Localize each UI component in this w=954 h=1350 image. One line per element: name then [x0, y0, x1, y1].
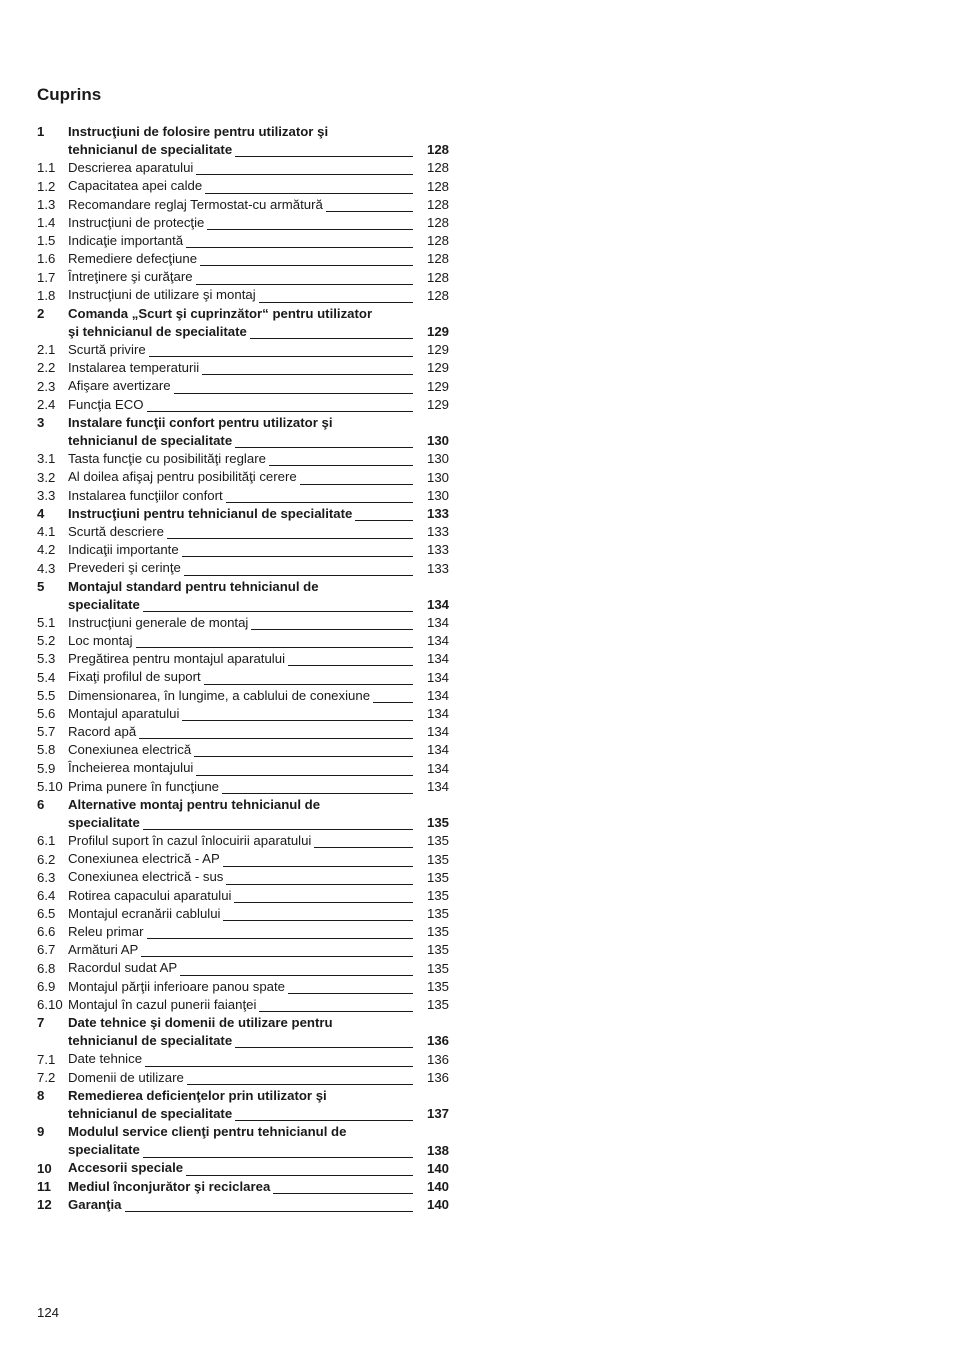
- toc-entry-number: 3: [37, 415, 45, 430]
- toc-entry-number: 3.3: [37, 487, 56, 503]
- toc-entry-number: 8: [37, 1087, 45, 1103]
- toc-entry-title: Conexiunea electrică: [68, 742, 192, 758]
- leader-line: [259, 1011, 413, 1012]
- toc-page-number: 135: [426, 924, 449, 940]
- leader-line: [145, 1066, 413, 1067]
- toc-entry-number: 6: [37, 796, 45, 812]
- toc-page-number: 134: [426, 687, 449, 703]
- toc-entry-number: 4.1: [37, 524, 56, 540]
- toc-section-row: [37, 378, 449, 396]
- leader-line: [141, 956, 413, 957]
- toc-entry-number: 6.3: [37, 869, 56, 885]
- toc-page-number: 128: [426, 160, 449, 176]
- toc-entry-title: Capacitatea apei calde: [68, 178, 203, 194]
- toc-section-row: [37, 905, 449, 923]
- toc-section-row: [37, 159, 449, 177]
- toc-chapter-row: [37, 1178, 449, 1196]
- toc-section-row: [37, 705, 449, 723]
- toc-entry-title: Scurtă descriere: [68, 523, 165, 539]
- toc-section-row: [37, 1051, 449, 1069]
- toc-entry-number: 6.8: [37, 960, 56, 976]
- toc-entry-number: 2: [37, 305, 45, 321]
- leader-line: [226, 884, 413, 885]
- toc-section-row: [37, 887, 449, 905]
- toc-entry-title: Indicaţie importantă: [68, 232, 184, 248]
- toc-chapter-row: [37, 123, 449, 141]
- toc-entry-number: 3.1: [37, 451, 56, 467]
- toc-section-row: [37, 978, 449, 996]
- toc-entry-number: 6.9: [37, 978, 56, 994]
- toc-page-number: 134: [426, 778, 449, 794]
- toc-entry-number: 10: [37, 1160, 52, 1176]
- toc-entry-number: 2.2: [37, 360, 56, 376]
- toc-page-number: 134: [426, 615, 449, 631]
- leader-line: [174, 393, 413, 394]
- toc-entry-title: Tasta funcţie cu posibilităţi reglare: [68, 451, 266, 467]
- leader-line: [186, 1175, 413, 1176]
- toc-entry-title: Profilul suport în cazul înlocuirii aparatului: [68, 833, 312, 849]
- toc-page-number: 134: [426, 760, 449, 776]
- toc-section-row: [37, 214, 449, 232]
- toc-section-row: [37, 741, 449, 759]
- toc-section-row: [37, 723, 449, 741]
- toc-entry-title: şi tehnicianul de specialitate: [68, 323, 247, 339]
- toc-section-row: [37, 269, 449, 287]
- leader-line: [196, 775, 413, 776]
- leader-line: [205, 193, 413, 194]
- toc-entry-title: Prevederi şi cerinţe: [68, 560, 181, 576]
- toc-chapter-row: [37, 1087, 449, 1105]
- toc-entry-title: Prima punere în funcţiune: [68, 778, 220, 794]
- toc-page-number: 134: [426, 706, 449, 721]
- toc-entry-number: 1.6: [37, 251, 56, 267]
- page-number: 124: [37, 1305, 60, 1320]
- leader-line: [326, 211, 413, 212]
- toc-chapter-row: [37, 1123, 449, 1141]
- toc-section-row: [37, 669, 449, 687]
- toc-entry-title: Alternative montaj pentru tehnicianul de: [68, 796, 321, 812]
- toc-entry-number: 5.10: [37, 778, 63, 794]
- toc-section-row: [37, 196, 449, 214]
- toc-section-row: [37, 396, 449, 414]
- toc-entry-title: Accesorii speciale: [68, 1160, 184, 1176]
- leader-line: [202, 374, 413, 375]
- toc-entry-title: Racord apă: [68, 723, 137, 739]
- toc-page-number: 135: [426, 851, 449, 867]
- leader-line: [250, 338, 413, 339]
- toc-entry-title: specialitate: [68, 1142, 140, 1158]
- toc-entry-title: Instalare funcţii confort pentru utilizator şi: [68, 415, 333, 430]
- toc-page-number: 130: [426, 487, 449, 503]
- toc-entry-title: tehnicianul de specialitate: [68, 1105, 233, 1121]
- toc-entry-title: Instalarea funcţiilor confort: [68, 487, 223, 503]
- toc-entry-title: Descrierea aparatului: [68, 160, 194, 176]
- toc-chapter-row: [37, 432, 449, 450]
- toc-page-number: 130: [426, 451, 449, 467]
- toc-section-row: [37, 232, 449, 250]
- toc-chapter-row: [37, 1014, 449, 1032]
- toc-entry-number: 9: [37, 1124, 45, 1140]
- leader-line: [269, 465, 413, 466]
- leader-line: [125, 1211, 413, 1212]
- toc-chapter-row: [37, 323, 449, 341]
- toc-section-row: [37, 650, 449, 668]
- leader-line: [204, 684, 413, 685]
- toc-page-number: 135: [426, 887, 449, 903]
- toc-entry-title: Indicaţii importante: [68, 542, 179, 558]
- toc-page-number: 128: [426, 233, 449, 249]
- toc-entry-number: 2.3: [37, 378, 56, 394]
- toc-entry-title: Remediere defecţiune: [68, 251, 198, 267]
- toc-entry-title: Pregătirea pentru montajul aparatului: [68, 651, 285, 667]
- toc-entry-number: 5.7: [37, 724, 56, 740]
- toc-entry-number: 1.5: [37, 233, 56, 249]
- toc-entry-number: 5.4: [37, 669, 56, 685]
- toc-entry-number: 4: [37, 505, 45, 521]
- toc-page-number: 136: [426, 1069, 449, 1085]
- toc-page-number: 133: [426, 505, 449, 521]
- toc-page-number: 134: [426, 742, 449, 758]
- leader-line: [182, 720, 413, 721]
- toc-entry-number: 5.9: [37, 760, 56, 776]
- toc-entry-title: specialitate: [68, 596, 140, 612]
- toc-page-number: 128: [426, 214, 449, 230]
- toc-entry-title: Rotirea capacului aparatului: [68, 887, 232, 903]
- toc-page-number: 128: [426, 269, 449, 285]
- toc-entry-title: Date tehnice: [68, 1051, 143, 1067]
- toc-page-number: 129: [426, 378, 449, 394]
- toc-chapter-row: [37, 1105, 449, 1123]
- toc-chapter-row: [37, 814, 449, 832]
- toc-page-number: 129: [426, 342, 449, 358]
- leader-line: [200, 265, 413, 266]
- toc-page-number: 140: [426, 1160, 449, 1176]
- toc-page-number: 135: [426, 906, 449, 922]
- toc-entry-title: Instrucţiuni de protecţie: [68, 214, 205, 230]
- leader-line: [234, 902, 413, 903]
- toc-entry-number: 12: [37, 1197, 52, 1213]
- toc-entry-number: 6.1: [37, 833, 56, 849]
- leader-line: [223, 920, 413, 921]
- toc-page-number: 128: [426, 142, 449, 158]
- leader-line: [167, 538, 413, 539]
- toc-section-row: [37, 178, 449, 196]
- toc-entry-title: Montajul părţii inferioare panou spate: [68, 978, 285, 994]
- toc-page-number: 129: [426, 324, 449, 340]
- leader-line: [235, 156, 413, 157]
- toc-entry-number: 1.2: [37, 178, 56, 194]
- leader-line: [288, 993, 413, 994]
- toc-page-number: 135: [426, 833, 449, 849]
- toc-page-number: 135: [426, 978, 449, 994]
- toc-entry-title: Fixaţi profilul de suport: [68, 669, 201, 685]
- toc-entry-number: 5: [37, 578, 45, 594]
- toc-page-number: 134: [426, 596, 449, 612]
- toc-entry-number: 5.5: [37, 687, 56, 703]
- page-title: Cuprins: [37, 85, 102, 104]
- toc-entry-title: Comanda „Scurt şi cuprinzător“ pentru utilizator: [68, 305, 373, 321]
- leader-line: [182, 556, 413, 557]
- toc-section-row: [37, 632, 449, 650]
- toc-page-number: 136: [426, 1051, 449, 1067]
- toc-entry-title: Scurtă privire: [68, 342, 146, 358]
- toc-entry-title: Conexiunea electrică - AP: [68, 851, 220, 867]
- leader-line: [143, 829, 413, 830]
- toc-entry-number: 7.1: [37, 1051, 56, 1067]
- toc-entry-number: 1.8: [37, 287, 56, 303]
- toc-page-number: 129: [426, 396, 449, 412]
- toc-chapter-row: [37, 796, 449, 814]
- toc-entry-number: 6.2: [37, 851, 56, 867]
- toc-page-number: 140: [426, 1197, 449, 1213]
- toc-entry-number: 7.2: [37, 1069, 56, 1085]
- toc-entry-title: Domenii de utilizare: [68, 1069, 184, 1085]
- leader-line: [147, 938, 414, 939]
- toc-entry-number: 6.10: [37, 997, 63, 1012]
- toc-page-number: 135: [426, 869, 449, 885]
- leader-line: [136, 647, 413, 648]
- toc-entry-title: Modulul service clienţi pentru tehnicianul de: [68, 1124, 347, 1140]
- leader-line: [194, 756, 413, 757]
- leader-line: [187, 1084, 413, 1085]
- toc-page-number: 135: [426, 815, 449, 831]
- toc-section-row: [37, 469, 449, 487]
- toc-entry-number: 5.1: [37, 615, 56, 631]
- toc-section-row: [37, 450, 449, 468]
- toc-entry-title: Conexiunea electrică - sus: [68, 869, 224, 885]
- toc-section-row: [37, 1069, 449, 1087]
- leader-line: [207, 229, 413, 230]
- toc-chapter-row: [37, 1196, 449, 1214]
- table-of-contents: [37, 123, 449, 1214]
- toc-entry-title: Montajul ecranării cablului: [68, 905, 221, 921]
- toc-entry-title: Instalarea temperaturii: [68, 360, 200, 376]
- leader-line: [223, 866, 413, 867]
- toc-entry-title: Instrucţiuni de folosire pentru utilizator şi: [68, 124, 329, 139]
- toc-page-number: 134: [426, 724, 449, 740]
- toc-entry-number: 5.6: [37, 706, 56, 721]
- toc-chapter-row: [37, 596, 449, 614]
- leader-line: [288, 665, 413, 666]
- leader-line: [149, 356, 413, 357]
- toc-section-row: [37, 359, 449, 377]
- toc-chapter-row: [37, 578, 449, 596]
- toc-page-number: 128: [426, 251, 449, 267]
- toc-entry-title: Instrucţiuni generale de montaj: [68, 614, 249, 630]
- toc-page-number: 137: [426, 1106, 449, 1122]
- toc-section-row: [37, 923, 449, 941]
- leader-line: [373, 702, 413, 703]
- toc-entry-title: Încheierea montajului: [68, 760, 194, 776]
- toc-entry-title: Instrucţiuni de utilizare şi montaj: [68, 287, 256, 303]
- toc-entry-number: 6.5: [37, 906, 56, 922]
- toc-entry-title: Racordul sudat AP: [68, 960, 178, 976]
- leader-line: [273, 1193, 413, 1194]
- toc-page-number: 138: [426, 1142, 449, 1158]
- toc-page-number: 134: [426, 633, 449, 649]
- toc-section-row: [37, 341, 449, 359]
- toc-entry-title: tehnicianul de specialitate: [68, 1033, 233, 1049]
- toc-entry-title: tehnicianul de specialitate: [68, 141, 233, 157]
- toc-section-row: [37, 523, 449, 541]
- toc-page-number: 140: [426, 1178, 449, 1194]
- toc-entry-number: 11: [37, 1178, 51, 1194]
- toc-section-row: [37, 778, 449, 796]
- toc-entry-number: 5.2: [37, 633, 56, 649]
- toc-section-row: [37, 996, 449, 1014]
- leader-line: [300, 484, 413, 485]
- toc-section-row: [37, 560, 449, 578]
- toc-entry-title: Montajul standard pentru tehnicianul de: [68, 578, 319, 594]
- toc-section-row: [37, 869, 449, 887]
- toc-entry-number: 5.3: [37, 651, 56, 667]
- leader-line: [196, 284, 413, 285]
- toc-section-row: [37, 851, 449, 869]
- toc-entry-title: Funcţia ECO: [68, 396, 144, 412]
- toc-entry-number: 1.1: [37, 160, 56, 176]
- toc-entry-title: Al doilea afişaj pentru posibilităţi cerere: [68, 469, 297, 485]
- toc-page-number: 135: [426, 960, 449, 976]
- toc-entry-title: Montajul aparatului: [68, 705, 180, 721]
- toc-entry-title: Montajul în cazul punerii faianţei: [68, 996, 257, 1012]
- toc-page-number: 135: [426, 997, 449, 1012]
- toc-page-number: 134: [426, 651, 449, 667]
- toc-entry-number: 6.6: [37, 924, 56, 940]
- leader-line: [355, 520, 413, 521]
- leader-line: [186, 247, 413, 248]
- toc-page-number: 128: [426, 196, 449, 212]
- toc-entry-title: Recomandare reglaj Termostat-cu armătură: [68, 196, 323, 212]
- toc-entry-number: 2.1: [37, 342, 56, 358]
- toc-entry-title: Remedierea deficienţelor prin utilizator şi: [68, 1087, 327, 1103]
- toc-entry-title: specialitate: [68, 814, 140, 830]
- toc-section-row: [37, 614, 449, 632]
- toc-page-number: 136: [426, 1033, 449, 1049]
- toc-entry-number: 4.2: [37, 542, 56, 558]
- leader-line: [259, 302, 413, 303]
- toc-entry-number: 6.4: [37, 887, 56, 903]
- toc-chapter-row: [37, 1160, 449, 1178]
- toc-entry-title: Instrucţiuni pentru tehnicianul de specialitate: [68, 505, 353, 521]
- leader-line: [196, 174, 413, 175]
- toc-page-number: 134: [426, 669, 449, 685]
- leader-line: [235, 1120, 413, 1121]
- toc-chapter-row: [37, 1032, 449, 1050]
- toc-page-number: 133: [426, 524, 449, 540]
- toc-chapter-row: [37, 1142, 449, 1160]
- leader-line: [143, 1157, 413, 1158]
- leader-line: [143, 611, 413, 612]
- toc-chapter-row: [37, 414, 449, 432]
- toc-entry-number: 1.7: [37, 269, 56, 285]
- toc-section-row: [37, 960, 449, 978]
- toc-section-row: [37, 941, 449, 959]
- leader-line: [180, 975, 413, 976]
- toc-entry-number: 6.7: [37, 942, 56, 958]
- toc-section-row: [37, 760, 449, 778]
- leader-line: [222, 793, 413, 794]
- toc-page-number: 135: [426, 942, 449, 958]
- toc-page-number: 130: [426, 433, 449, 449]
- toc-entry-title: Loc montaj: [68, 633, 133, 649]
- toc-page-number: 130: [426, 469, 449, 485]
- leader-line: [314, 847, 413, 848]
- leader-line: [235, 447, 413, 448]
- toc-entry-title: tehnicianul de specialitate: [68, 432, 233, 448]
- toc-page-number: 128: [426, 178, 449, 194]
- leader-line: [226, 502, 413, 503]
- toc-entry-title: Armături AP: [68, 942, 139, 958]
- toc-entry-number: 4.3: [37, 560, 56, 576]
- toc-entry-number: 7: [37, 1015, 45, 1031]
- toc-page-number: 129: [426, 360, 449, 376]
- toc-chapter-row: [37, 141, 449, 159]
- toc-entry-number: 1.4: [37, 214, 56, 230]
- toc-chapter-row: [37, 305, 449, 323]
- toc-page-number: 133: [426, 560, 449, 576]
- leader-line: [251, 629, 413, 630]
- toc-entry-title: Garanţia: [68, 1196, 122, 1212]
- toc-section-row: [37, 250, 449, 268]
- toc-chapter-row: [37, 505, 449, 523]
- toc-entry-number: 1: [37, 124, 45, 139]
- toc-section-row: [37, 832, 449, 850]
- toc-entry-number: 3.2: [37, 469, 56, 485]
- leader-line: [139, 738, 413, 739]
- toc-entry-title: Mediul înconjurător şi reciclarea: [68, 1178, 271, 1194]
- leader-line: [235, 1047, 413, 1048]
- toc-entry-title: Întreţinere şi curăţare: [68, 269, 193, 285]
- toc-entry-number: 1.3: [37, 196, 56, 212]
- toc-page-number: 133: [426, 542, 449, 558]
- leader-line: [184, 575, 413, 576]
- toc-page-number: 128: [426, 287, 449, 303]
- toc-entry-number: 2.4: [37, 396, 56, 412]
- toc-entry-title: Releu primar: [68, 924, 144, 940]
- toc-entry-title: Afişare avertizare: [68, 378, 171, 394]
- toc-section-row: [37, 687, 449, 705]
- toc-section-row: [37, 541, 449, 559]
- toc-section-row: [37, 487, 449, 505]
- leader-line: [147, 411, 414, 412]
- toc-entry-number: 5.8: [37, 742, 56, 758]
- toc-entry-title: Date tehnice şi domenii de utilizare pentru: [68, 1015, 333, 1031]
- toc-entry-title: Dimensionarea, în lungime, a cablului de conexiune: [68, 687, 371, 703]
- toc-section-row: [37, 287, 449, 305]
